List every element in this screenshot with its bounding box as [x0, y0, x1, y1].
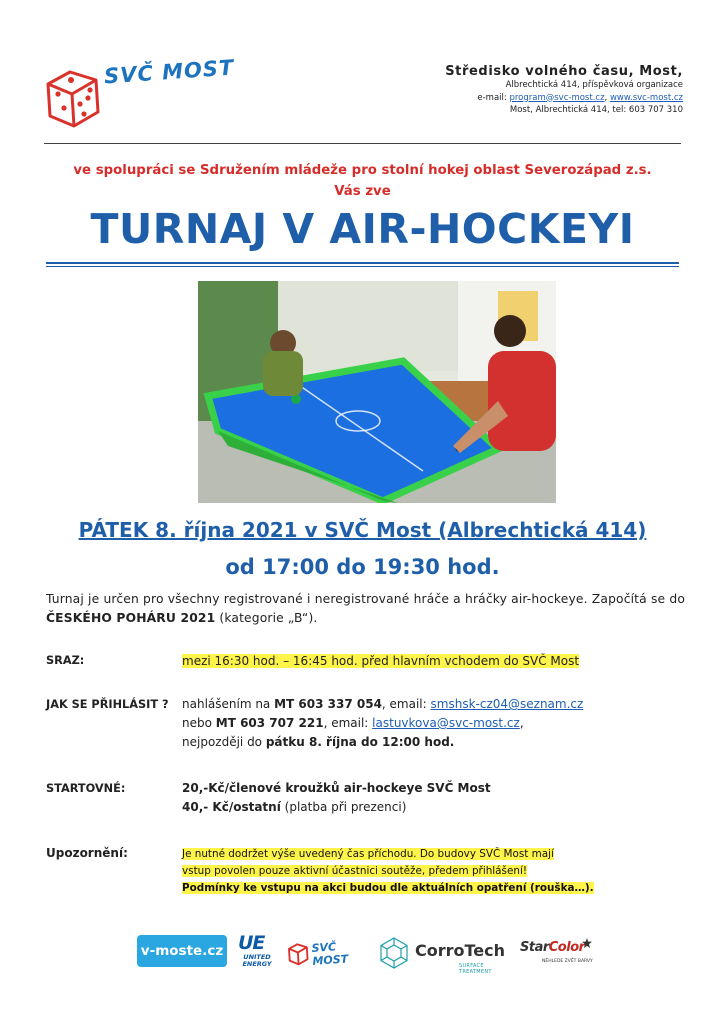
logo-text: SVČ MOST — [103, 55, 235, 89]
fee-line-1-text: 20,-Kč/členové kroužků air-hockeye SVČ Most — [182, 781, 491, 795]
star-icon — [582, 938, 592, 948]
sraz-label: SRAZ: — [46, 654, 85, 667]
org-name: Středisko volného času, Most, — [445, 64, 683, 79]
email-prefix: e-mail: — [477, 92, 510, 103]
starcolor-sub: NĚHLEDE ZVĚT BARVY — [542, 959, 593, 964]
starcolor-a: Star — [520, 940, 549, 955]
register-l2-c: , — [519, 716, 524, 730]
register-deadline: pátku 8. října do 12:00 hod. — [265, 735, 455, 749]
title-underline — [46, 262, 679, 264]
air-hockey-photo — [198, 281, 556, 503]
register-label: JAK SE PŘIHLÁSIT ? — [46, 698, 169, 711]
org-contacts — [445, 92, 683, 105]
corrotech-logo — [377, 934, 517, 975]
intro-bold: ČESKÉHO POHÁRU 2021 — [46, 611, 216, 625]
starcolor-name — [520, 940, 585, 955]
intro-part1: Turnaj je určen pro všechny registrované i neregistrované hráče a hráčky air-hockeye. Započítá se do — [46, 592, 685, 606]
dice-icon — [40, 50, 110, 130]
notice-line-2-text: vstup povolen pouze aktivní účastnici soutěže, předem přihlášení! — [182, 865, 527, 877]
event-time: od 17:00 do 19:30 hod. — [225, 555, 500, 579]
fee-value — [182, 779, 491, 817]
register-email-2-link[interactable]: lastuvkova@svc-most.cz — [372, 716, 520, 730]
fee-line-1 — [182, 779, 491, 798]
register-phone-1: MT 603 337 054 — [274, 697, 382, 711]
register-l3-a: nejpozději do — [182, 735, 266, 749]
header-divider — [44, 143, 681, 144]
notice-line-3-text: Podmínky ke vstupu na akci budou dle aktuálních opatření (rouška…). — [182, 882, 594, 894]
dice-small-icon — [286, 936, 312, 966]
fee-label: STARTOVNÉ: — [46, 782, 126, 795]
ue-text — [232, 954, 282, 968]
svc-most-small-logo — [286, 934, 368, 968]
notice-line-1-text: Je nutné dodržet výše uvedený čas příchodu. Do budovy SVČ Most mají — [182, 848, 554, 860]
fee-line-2-bold: 40,- Kč/ostatní — [182, 800, 281, 814]
register-line-2 — [182, 714, 583, 733]
org-address: Albrechtická 414, příspěvková organizace — [505, 80, 683, 90]
notice-line-2 — [182, 863, 594, 880]
register-l2-a: nebo — [182, 716, 216, 730]
register-phone-2: MT 603 707 221 — [215, 716, 324, 730]
svc-small-text: SVČ MOST — [311, 940, 349, 968]
page-title: TURNAJ V AIR-HOCKEYI — [90, 205, 635, 253]
starcolor-logo — [520, 938, 594, 972]
title-underline-thin — [46, 266, 679, 267]
starcolor-b: Color — [548, 940, 585, 955]
notice-label: Upozornění: — [46, 846, 128, 860]
email-separator: , — [604, 92, 610, 103]
united-energy-logo — [232, 932, 282, 972]
ue-text-2: ENERGY — [242, 960, 272, 968]
register-line-1 — [182, 695, 583, 714]
sponsor-logos — [0, 930, 725, 976]
register-l1-a: nahlášením na — [182, 697, 275, 711]
sraz-text: mezi 16:30 hod. – 16:45 hod. před hlavním vchodem do SVČ Most — [182, 654, 580, 668]
sraz-value — [182, 652, 579, 671]
org-web-link[interactable]: www.svc-most.cz — [609, 92, 683, 103]
v-moste-logo: v-moste.cz — [137, 935, 227, 967]
organization-header — [445, 64, 683, 117]
ue-text-1: UNITED — [243, 953, 271, 961]
fee-line-2-rest: (platba při prezenci) — [280, 800, 407, 814]
intro-part2: (kategorie „B“). — [215, 611, 318, 625]
register-line-3 — [182, 733, 583, 752]
corrotech-sub: SURFACE TREATMENT — [459, 963, 492, 975]
org-email-link[interactable]: program@svc-most.cz — [509, 92, 605, 103]
notice-line-1 — [182, 846, 594, 863]
ue-mark: UE — [238, 932, 265, 954]
intro-paragraph — [46, 590, 685, 628]
notice-text — [182, 846, 594, 897]
corrotech-name: CorroTech — [415, 941, 506, 960]
event-date: PÁTEK 8. října 2021 v SVČ Most (Albrechtická 414) — [78, 518, 647, 542]
invite-text: Vás zve — [334, 184, 391, 199]
register-l2-b: , email: — [323, 716, 373, 730]
notice-line-3 — [182, 880, 594, 897]
cooperation-text: ve spolupráci se Sdružením mládeže pro stolní hokej oblast Severozápad z.s. — [73, 163, 652, 178]
fee-line-2 — [182, 798, 491, 817]
geodesic-sphere-icon — [377, 936, 411, 970]
register-l1-b: , email: — [381, 697, 431, 711]
register-email-1-link[interactable]: smshsk-cz04@seznam.cz — [430, 697, 584, 711]
org-contact-line: Most, Albrechtická 414, tel: 603 707 310 — [509, 105, 683, 115]
register-value — [182, 695, 583, 752]
